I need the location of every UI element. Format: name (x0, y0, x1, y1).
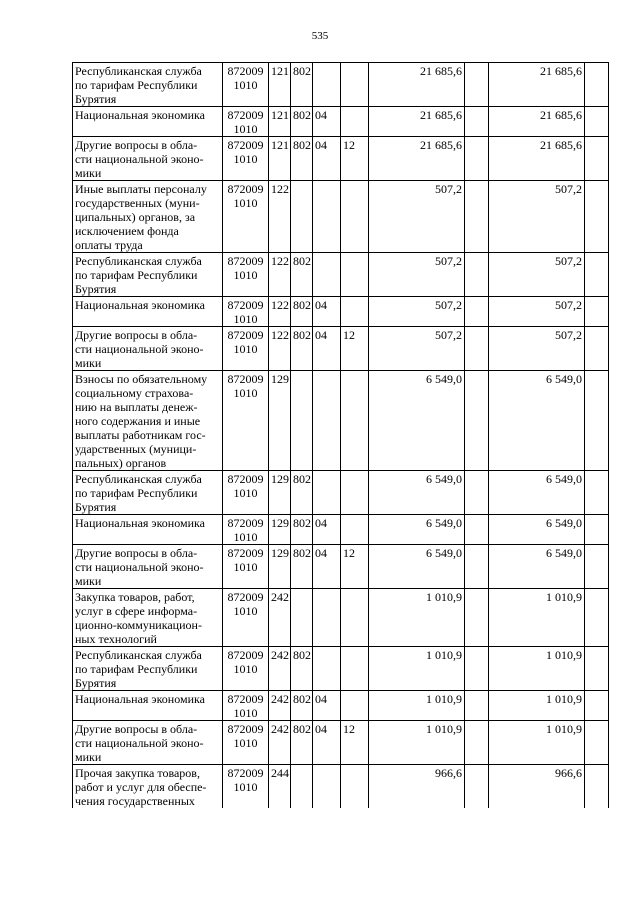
grbs-cell (291, 589, 313, 647)
table-row (73, 107, 609, 137)
expense-type-cell: 242 (269, 721, 291, 765)
row-name-line: Иные выплаты персоналу (75, 182, 207, 196)
row-name-line: Бурятия (75, 676, 117, 690)
empty-cell (465, 647, 489, 691)
target-article-line: 1010 (233, 386, 258, 400)
amount-cell-2: 6 549,0 (489, 515, 585, 545)
row-name-line: по тарифам Республики (75, 662, 198, 676)
target-article-line: 1010 (233, 662, 258, 676)
amount-cell-2: 507,2 (489, 181, 585, 253)
row-name-line: Закупка товаров, работ, (75, 590, 195, 604)
section-cell (313, 647, 341, 691)
empty-cell (465, 137, 489, 181)
amount-cell-2: 966,6 (489, 765, 585, 809)
row-name-cell (73, 471, 223, 515)
empty-cell (585, 181, 609, 253)
expense-type-cell: 121 (269, 137, 291, 181)
row-name-line: ных технологий (75, 632, 157, 646)
empty-cell (465, 107, 489, 137)
section-cell: 04 (313, 691, 341, 721)
row-name-line: работ и услуг для обеспе- (75, 780, 207, 794)
row-name-line: Взносы по обязательному (75, 372, 208, 386)
table-row (73, 471, 609, 515)
target-article-line: 1010 (233, 706, 258, 720)
empty-cell (585, 63, 609, 107)
table-row (73, 137, 609, 181)
target-article-cell (223, 253, 269, 297)
empty-cell (585, 765, 609, 809)
empty-cell (465, 471, 489, 515)
row-name-line: Другие вопросы в обла- (75, 328, 198, 342)
row-name-cell (73, 63, 223, 107)
row-name-line: Республиканская служба (75, 472, 202, 486)
row-name-cell (73, 371, 223, 471)
expense-type-cell: 242 (269, 647, 291, 691)
empty-cell (465, 765, 489, 809)
empty-cell (585, 137, 609, 181)
row-name-cell (73, 327, 223, 371)
amount-cell-1: 966,6 (369, 765, 465, 809)
row-name-line: Республиканская служба (75, 648, 202, 662)
empty-cell (585, 647, 609, 691)
grbs-cell (291, 371, 313, 471)
amount-cell-1: 1 010,9 (369, 721, 465, 765)
grbs-cell: 802 (291, 647, 313, 691)
section-cell (313, 371, 341, 471)
target-article-line: 872009 (227, 298, 264, 312)
grbs-cell: 802 (291, 327, 313, 371)
empty-cell (465, 327, 489, 371)
row-name-line: услуг в сфере информа- (75, 604, 198, 618)
section-cell (313, 471, 341, 515)
target-article-line: 1010 (233, 736, 258, 750)
target-article-line: 1010 (233, 78, 258, 92)
expense-type-cell: 122 (269, 181, 291, 253)
target-article-cell (223, 691, 269, 721)
row-name-line: Другие вопросы в обла- (75, 138, 198, 152)
row-name-line: социальному страхова- (75, 386, 194, 400)
expense-type-cell: 129 (269, 471, 291, 515)
row-name-line: Национальная экономика (75, 298, 205, 312)
empty-cell (585, 545, 609, 589)
row-name-line: Другие вопросы в обла- (75, 722, 198, 736)
subsection-cell (341, 471, 369, 515)
amount-cell-2: 1 010,9 (489, 691, 585, 721)
target-article-line: 1010 (233, 604, 258, 618)
table-row (73, 765, 609, 809)
target-article-line: 872009 (227, 182, 264, 196)
row-name-line: государственных (муни- (75, 196, 200, 210)
empty-cell (585, 589, 609, 647)
target-article-line: 872009 (227, 138, 264, 152)
subsection-cell (341, 371, 369, 471)
target-article-cell (223, 107, 269, 137)
section-cell (313, 765, 341, 809)
amount-cell-1: 1 010,9 (369, 589, 465, 647)
expense-type-cell: 242 (269, 589, 291, 647)
section-cell: 04 (313, 515, 341, 545)
subsection-cell: 12 (341, 327, 369, 371)
table-row (73, 647, 609, 691)
grbs-cell: 802 (291, 471, 313, 515)
target-article-line: 872009 (227, 372, 264, 386)
row-name-cell (73, 515, 223, 545)
row-name-line: мики (75, 750, 102, 764)
grbs-cell (291, 765, 313, 809)
amount-cell-1: 1 010,9 (369, 691, 465, 721)
amount-cell-2: 21 685,6 (489, 137, 585, 181)
row-name-cell (73, 647, 223, 691)
grbs-cell: 802 (291, 137, 313, 181)
expense-type-cell: 122 (269, 253, 291, 297)
row-name-line: мики (75, 356, 102, 370)
target-article-line: 1010 (233, 268, 258, 282)
amount-cell-2: 6 549,0 (489, 471, 585, 515)
amount-cell-2: 1 010,9 (489, 721, 585, 765)
row-name-cell (73, 545, 223, 589)
expense-type-cell: 122 (269, 297, 291, 327)
row-name-line: сти национальной эконо- (75, 560, 204, 574)
amount-cell-2: 507,2 (489, 327, 585, 371)
row-name-cell (73, 137, 223, 181)
table-row (73, 721, 609, 765)
row-name-line: Национальная экономика (75, 692, 205, 706)
target-article-line: 872009 (227, 692, 264, 706)
section-cell: 04 (313, 297, 341, 327)
target-article-line: 1010 (233, 780, 258, 794)
row-name-line: Республиканская служба (75, 64, 202, 78)
row-name-cell (73, 181, 223, 253)
amount-cell-2: 21 685,6 (489, 107, 585, 137)
row-name-line: мики (75, 574, 102, 588)
subsection-cell (341, 589, 369, 647)
amount-cell-2: 21 685,6 (489, 63, 585, 107)
amount-cell-2: 6 549,0 (489, 545, 585, 589)
target-article-line: 1010 (233, 312, 258, 326)
target-article-cell (223, 63, 269, 107)
target-article-line: 872009 (227, 516, 264, 530)
target-article-line: 1010 (233, 486, 258, 500)
target-article-line: 872009 (227, 648, 264, 662)
subsection-cell (341, 765, 369, 809)
row-name-line: Национальная экономика (75, 108, 205, 122)
empty-cell (465, 253, 489, 297)
expense-type-cell: 242 (269, 691, 291, 721)
amount-cell-2: 507,2 (489, 253, 585, 297)
target-article-line: 1010 (233, 342, 258, 356)
target-article-cell (223, 327, 269, 371)
empty-cell (585, 107, 609, 137)
amount-cell-1: 6 549,0 (369, 545, 465, 589)
empty-cell (585, 253, 609, 297)
target-article-line: 1010 (233, 122, 258, 136)
expense-type-cell: 244 (269, 765, 291, 809)
target-article-cell (223, 765, 269, 809)
section-cell (313, 589, 341, 647)
grbs-cell: 802 (291, 691, 313, 721)
amount-cell-1: 21 685,6 (369, 107, 465, 137)
empty-cell (465, 63, 489, 107)
target-article-line: 1010 (233, 530, 258, 544)
amount-cell-1: 21 685,6 (369, 63, 465, 107)
section-cell (313, 63, 341, 107)
row-name-line: Республиканская служба (75, 254, 202, 268)
row-name-line: мики (75, 166, 102, 180)
amount-cell-1: 507,2 (369, 297, 465, 327)
subsection-cell (341, 691, 369, 721)
grbs-cell: 802 (291, 545, 313, 589)
target-article-line: 872009 (227, 254, 264, 268)
row-name-line: по тарифам Республики (75, 486, 198, 500)
row-name-line: Национальная экономика (75, 516, 205, 530)
table-row (73, 589, 609, 647)
row-name-line: чения государственных (75, 794, 195, 808)
amount-cell-1: 507,2 (369, 253, 465, 297)
target-article-line: 872009 (227, 546, 264, 560)
amount-cell-1: 6 549,0 (369, 371, 465, 471)
target-article-cell (223, 371, 269, 471)
empty-cell (585, 371, 609, 471)
table-row (73, 515, 609, 545)
empty-cell (465, 545, 489, 589)
target-article-cell (223, 647, 269, 691)
subsection-cell: 12 (341, 137, 369, 181)
row-name-line: исключением фонда (75, 224, 179, 238)
subsection-cell (341, 515, 369, 545)
grbs-cell: 802 (291, 515, 313, 545)
empty-cell (465, 515, 489, 545)
target-article-cell (223, 589, 269, 647)
empty-cell (585, 327, 609, 371)
row-name-line: Бурятия (75, 92, 117, 106)
subsection-cell (341, 253, 369, 297)
table-row (73, 371, 609, 471)
budget-table (72, 62, 609, 808)
row-name-line: сти национальной эконо- (75, 152, 204, 166)
row-name-line: по тарифам Республики (75, 78, 198, 92)
expense-type-cell: 129 (269, 515, 291, 545)
target-article-cell (223, 297, 269, 327)
row-name-line: пальных) органов (75, 456, 167, 470)
subsection-cell (341, 181, 369, 253)
row-name-cell (73, 721, 223, 765)
grbs-cell (291, 181, 313, 253)
expense-type-cell: 121 (269, 107, 291, 137)
target-article-line: 1010 (233, 152, 258, 166)
table-row (73, 691, 609, 721)
row-name-cell (73, 765, 223, 809)
amount-cell-1: 6 549,0 (369, 471, 465, 515)
target-article-line: 872009 (227, 64, 264, 78)
expense-type-cell: 129 (269, 545, 291, 589)
target-article-line: 1010 (233, 196, 258, 210)
empty-cell (465, 371, 489, 471)
row-name-line: ударственных (муници- (75, 442, 197, 456)
target-article-cell (223, 471, 269, 515)
amount-cell-2: 1 010,9 (489, 589, 585, 647)
row-name-line: Прочая закупка товаров, (75, 766, 200, 780)
empty-cell (585, 691, 609, 721)
subsection-cell (341, 63, 369, 107)
subsection-cell (341, 647, 369, 691)
empty-cell (585, 721, 609, 765)
row-name-line: выплаты работникам гос- (75, 428, 206, 442)
target-article-line: 872009 (227, 766, 264, 780)
subsection-cell (341, 107, 369, 137)
row-name-cell (73, 253, 223, 297)
subsection-cell: 12 (341, 721, 369, 765)
target-article-cell (223, 721, 269, 765)
empty-cell (465, 297, 489, 327)
empty-cell (465, 691, 489, 721)
target-article-cell (223, 181, 269, 253)
expense-type-cell: 129 (269, 371, 291, 471)
amount-cell-2: 507,2 (489, 297, 585, 327)
table-row (73, 253, 609, 297)
page-number: 535 (311, 30, 329, 42)
table-row (73, 63, 609, 107)
row-name-line: оплаты труда (75, 238, 143, 252)
empty-cell (585, 471, 609, 515)
target-article-cell (223, 137, 269, 181)
grbs-cell: 802 (291, 297, 313, 327)
empty-cell (585, 297, 609, 327)
amount-cell-2: 6 549,0 (489, 371, 585, 471)
amount-cell-1: 1 010,9 (369, 647, 465, 691)
grbs-cell: 802 (291, 721, 313, 765)
subsection-cell (341, 297, 369, 327)
section-cell (313, 253, 341, 297)
section-cell: 04 (313, 327, 341, 371)
section-cell: 04 (313, 107, 341, 137)
row-name-line: Бурятия (75, 282, 117, 296)
expense-type-cell: 122 (269, 327, 291, 371)
row-name-line: по тарифам Республики (75, 268, 198, 282)
target-article-cell (223, 515, 269, 545)
target-article-line: 1010 (233, 560, 258, 574)
target-article-line: 872009 (227, 472, 264, 486)
row-name-cell (73, 297, 223, 327)
target-article-cell (223, 545, 269, 589)
grbs-cell: 802 (291, 253, 313, 297)
amount-cell-1: 507,2 (369, 327, 465, 371)
target-article-line: 872009 (227, 590, 264, 604)
target-article-line: 872009 (227, 722, 264, 736)
section-cell (313, 181, 341, 253)
empty-cell (465, 721, 489, 765)
section-cell: 04 (313, 721, 341, 765)
amount-cell-2: 1 010,9 (489, 647, 585, 691)
row-name-cell (73, 107, 223, 137)
grbs-cell: 802 (291, 63, 313, 107)
table-row (73, 545, 609, 589)
empty-cell (465, 589, 489, 647)
row-name-cell (73, 691, 223, 721)
expense-type-cell: 121 (269, 63, 291, 107)
row-name-line: ципальных) органов, за (75, 210, 196, 224)
subsection-cell: 12 (341, 545, 369, 589)
amount-cell-1: 6 549,0 (369, 515, 465, 545)
target-article-line: 872009 (227, 328, 264, 342)
table-row (73, 181, 609, 253)
empty-cell (585, 515, 609, 545)
section-cell: 04 (313, 137, 341, 181)
amount-cell-1: 507,2 (369, 181, 465, 253)
row-name-line: сти национальной эконо- (75, 736, 204, 750)
row-name-line: ционно-коммуникацион- (75, 618, 202, 632)
row-name-line: ного содержания и иные (75, 414, 201, 428)
row-name-line: Бурятия (75, 500, 117, 514)
section-cell: 04 (313, 545, 341, 589)
row-name-line: Другие вопросы в обла- (75, 546, 198, 560)
empty-cell (465, 181, 489, 253)
row-name-line: сти национальной эконо- (75, 342, 204, 356)
row-name-line: нию на выплаты денеж- (75, 400, 198, 414)
amount-cell-1: 21 685,6 (369, 137, 465, 181)
row-name-cell (73, 589, 223, 647)
table-row (73, 327, 609, 371)
table-row (73, 297, 609, 327)
target-article-line: 872009 (227, 108, 264, 122)
table-body (73, 63, 609, 809)
grbs-cell: 802 (291, 107, 313, 137)
